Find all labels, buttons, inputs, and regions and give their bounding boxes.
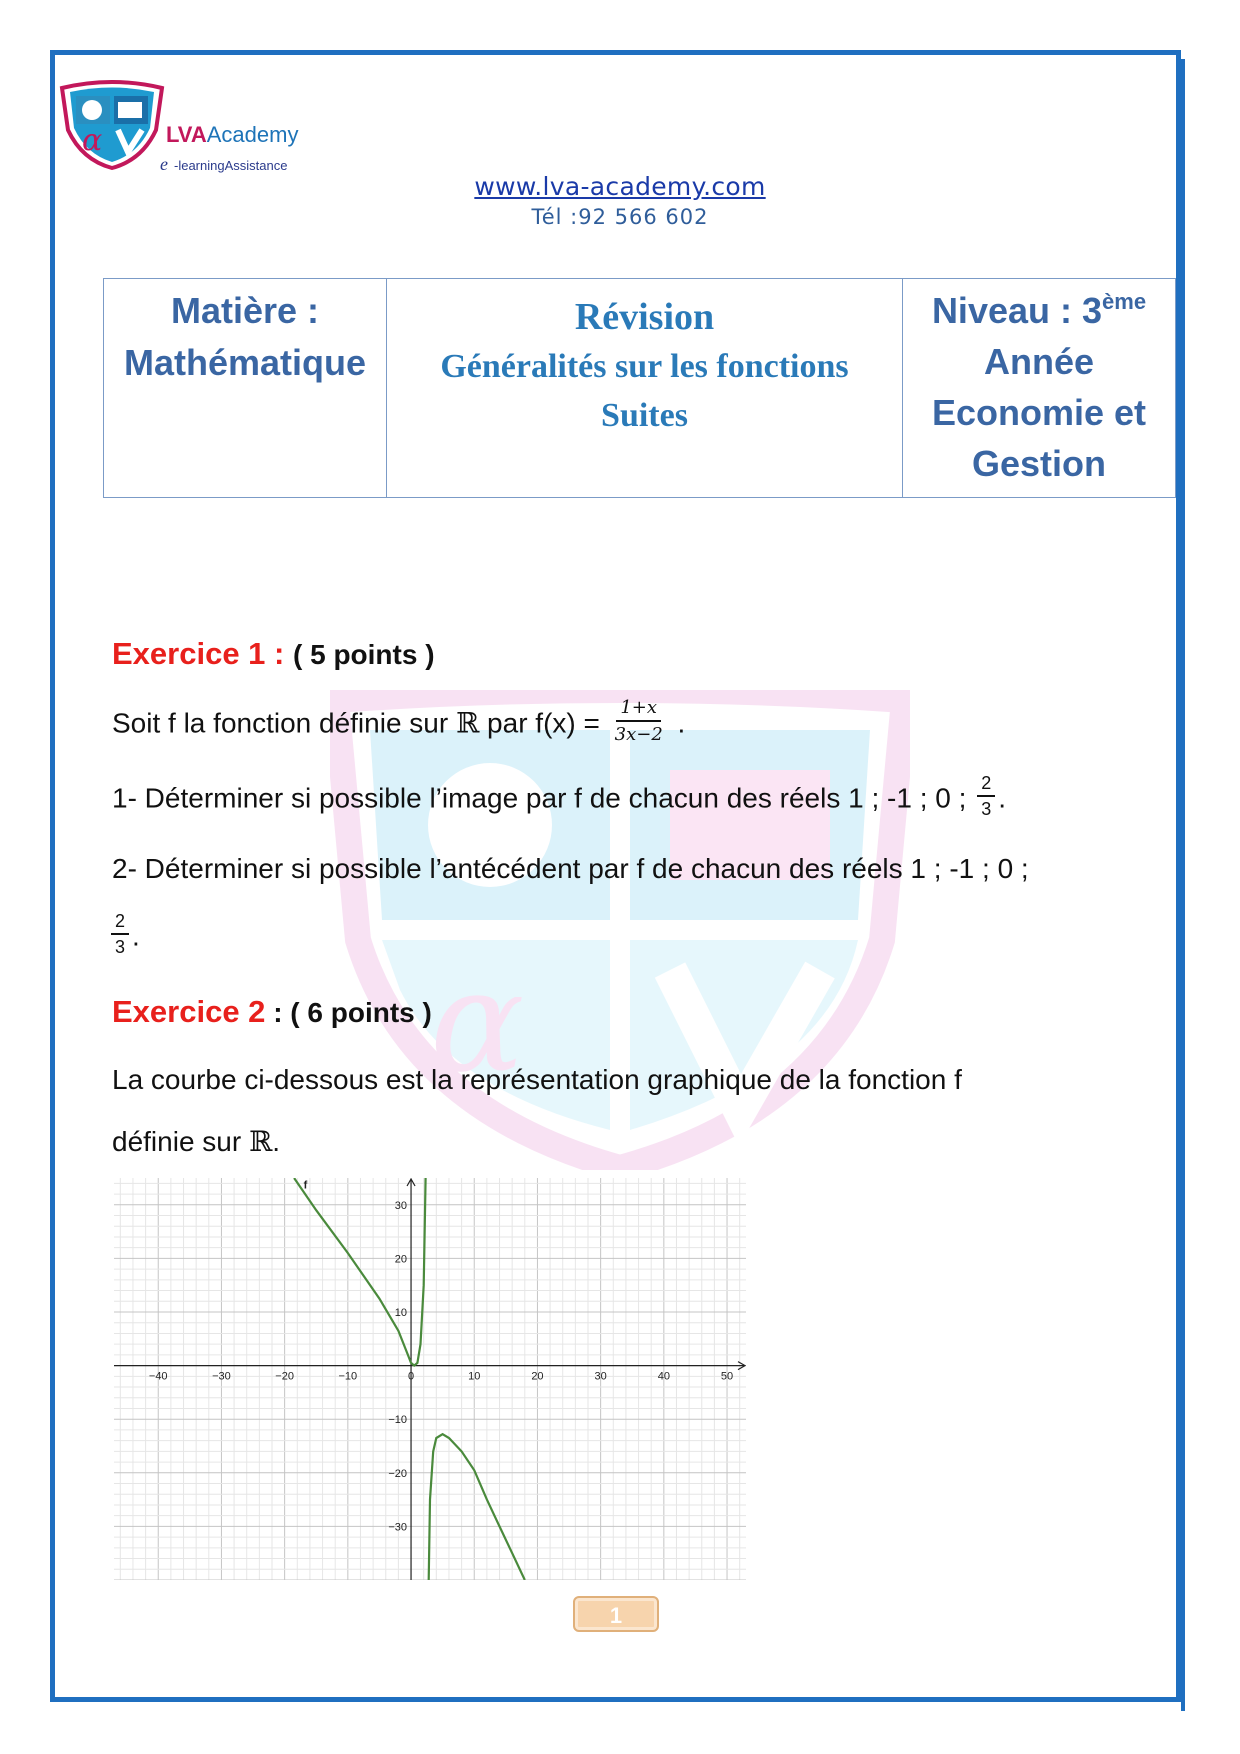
subject-cell xyxy=(104,279,387,498)
exercise-2-label: Exercice 2 xyxy=(112,994,266,1029)
exercise-1-question-1: 1- Déterminer si possible l’image par f de chacun des réels 1 ; -1 ; 0 ; $\frac{2}{3}$ . xyxy=(112,773,1006,819)
svg-text:α: α xyxy=(430,941,525,1104)
y-tick-label: −10 xyxy=(388,1414,408,1427)
revision-title: Révision xyxy=(574,296,715,338)
title-cell xyxy=(387,279,903,498)
brand-e-letter: e xyxy=(160,154,168,174)
lva-logo xyxy=(58,80,166,170)
fraction-2-3: $\frac{2}{3}$ xyxy=(977,772,995,820)
x-tick-label: −40 xyxy=(148,1370,168,1383)
y-tick-label: 30 xyxy=(394,1199,408,1212)
exercise-2-points: : ( 6 points ) xyxy=(265,997,432,1028)
level-line-4: Gestion xyxy=(971,443,1106,484)
statement-mid: par f(x) = xyxy=(479,707,608,739)
subject-value: Mathématique xyxy=(123,342,367,383)
exercise-1-title xyxy=(112,636,435,672)
function-fraction xyxy=(611,696,667,746)
exercise-2-line-2: définie sur ℝ. xyxy=(112,1125,281,1158)
logo-watermark xyxy=(330,690,910,1170)
website-link[interactable]: www.lva-academy.com xyxy=(474,172,766,201)
question-1-text: 1- Déterminer si possible l’image par f de chacun des réels 1 ; -1 ; 0 ; xyxy=(112,782,975,814)
x-tick-label: 40 xyxy=(657,1370,670,1383)
x-tick-label: 50 xyxy=(720,1370,734,1383)
phone-number: Tél :92 566 602 xyxy=(531,205,709,229)
exercise-1-label: Exercice 1 : xyxy=(112,636,285,671)
brand-name xyxy=(166,122,298,148)
level-line-2: Année xyxy=(983,341,1095,382)
topic-2: Suites xyxy=(601,397,688,434)
reals-symbol-2: ℝ xyxy=(248,1125,273,1158)
exercise-1-points: ( 5 points ) xyxy=(292,639,435,670)
x-tick-label: −30 xyxy=(212,1370,231,1383)
y-tick-label: 10 xyxy=(394,1307,408,1319)
topic-1: Généralités sur les fonctions xyxy=(440,348,849,385)
brand-tagline-text: -learningAssistance xyxy=(174,158,288,173)
x-tick-label: −20 xyxy=(275,1370,294,1383)
statement-pre: Soit f la fonction définie sur xyxy=(112,707,456,739)
y-tick-label: 20 xyxy=(394,1253,408,1266)
y-tick-label: −30 xyxy=(388,1521,408,1534)
level-label: Niveau : 3 xyxy=(931,290,1103,331)
question-2-text: 2- Déterminer si possible l’antécédent par f de chacun des réels 1 ; -1 ; 0 ; xyxy=(112,853,1029,884)
svg-text:α: α xyxy=(82,123,103,158)
level-line-3: Economie et xyxy=(931,392,1147,433)
y-tick-label: −20 xyxy=(388,1467,408,1480)
x-tick-label: 20 xyxy=(531,1370,544,1383)
page-number: 1 xyxy=(573,1596,659,1632)
statement-end: . xyxy=(669,707,686,739)
level-sup: ème xyxy=(1102,289,1147,314)
function-graph xyxy=(114,1178,746,1580)
level-line-1 xyxy=(904,285,1174,336)
brand-lva: LVA xyxy=(166,122,207,147)
x-tick-label: −10 xyxy=(338,1370,358,1383)
x-tick-label: 0 xyxy=(407,1370,415,1383)
level-cell xyxy=(903,279,1176,498)
x-tick-label: 30 xyxy=(594,1370,607,1383)
brand-academy: Academy xyxy=(206,122,299,147)
exercise-1-question-2 xyxy=(112,853,1029,885)
exercise-1-statement xyxy=(112,697,686,750)
fraction-denominator: 3x−2 xyxy=(614,724,663,745)
subject-label: Matière : xyxy=(170,290,320,331)
fraction-numerator: 1+x xyxy=(620,697,658,718)
exercise-2-line-1: La courbe ci-dessous est la représentation graphique de la fonction f xyxy=(112,1064,962,1095)
curve-label: f xyxy=(303,1179,308,1192)
header-table xyxy=(103,278,1176,498)
reals-symbol: ℝ xyxy=(455,706,480,740)
exercise-1-question-2-end: $\frac{2}{3}$ . xyxy=(108,914,140,962)
contact-block xyxy=(0,172,1240,229)
x-tick-label: 10 xyxy=(468,1370,481,1383)
exercise-2-title xyxy=(112,994,432,1030)
fraction-2-3-b: $\frac{2}{3}$ xyxy=(111,910,129,958)
